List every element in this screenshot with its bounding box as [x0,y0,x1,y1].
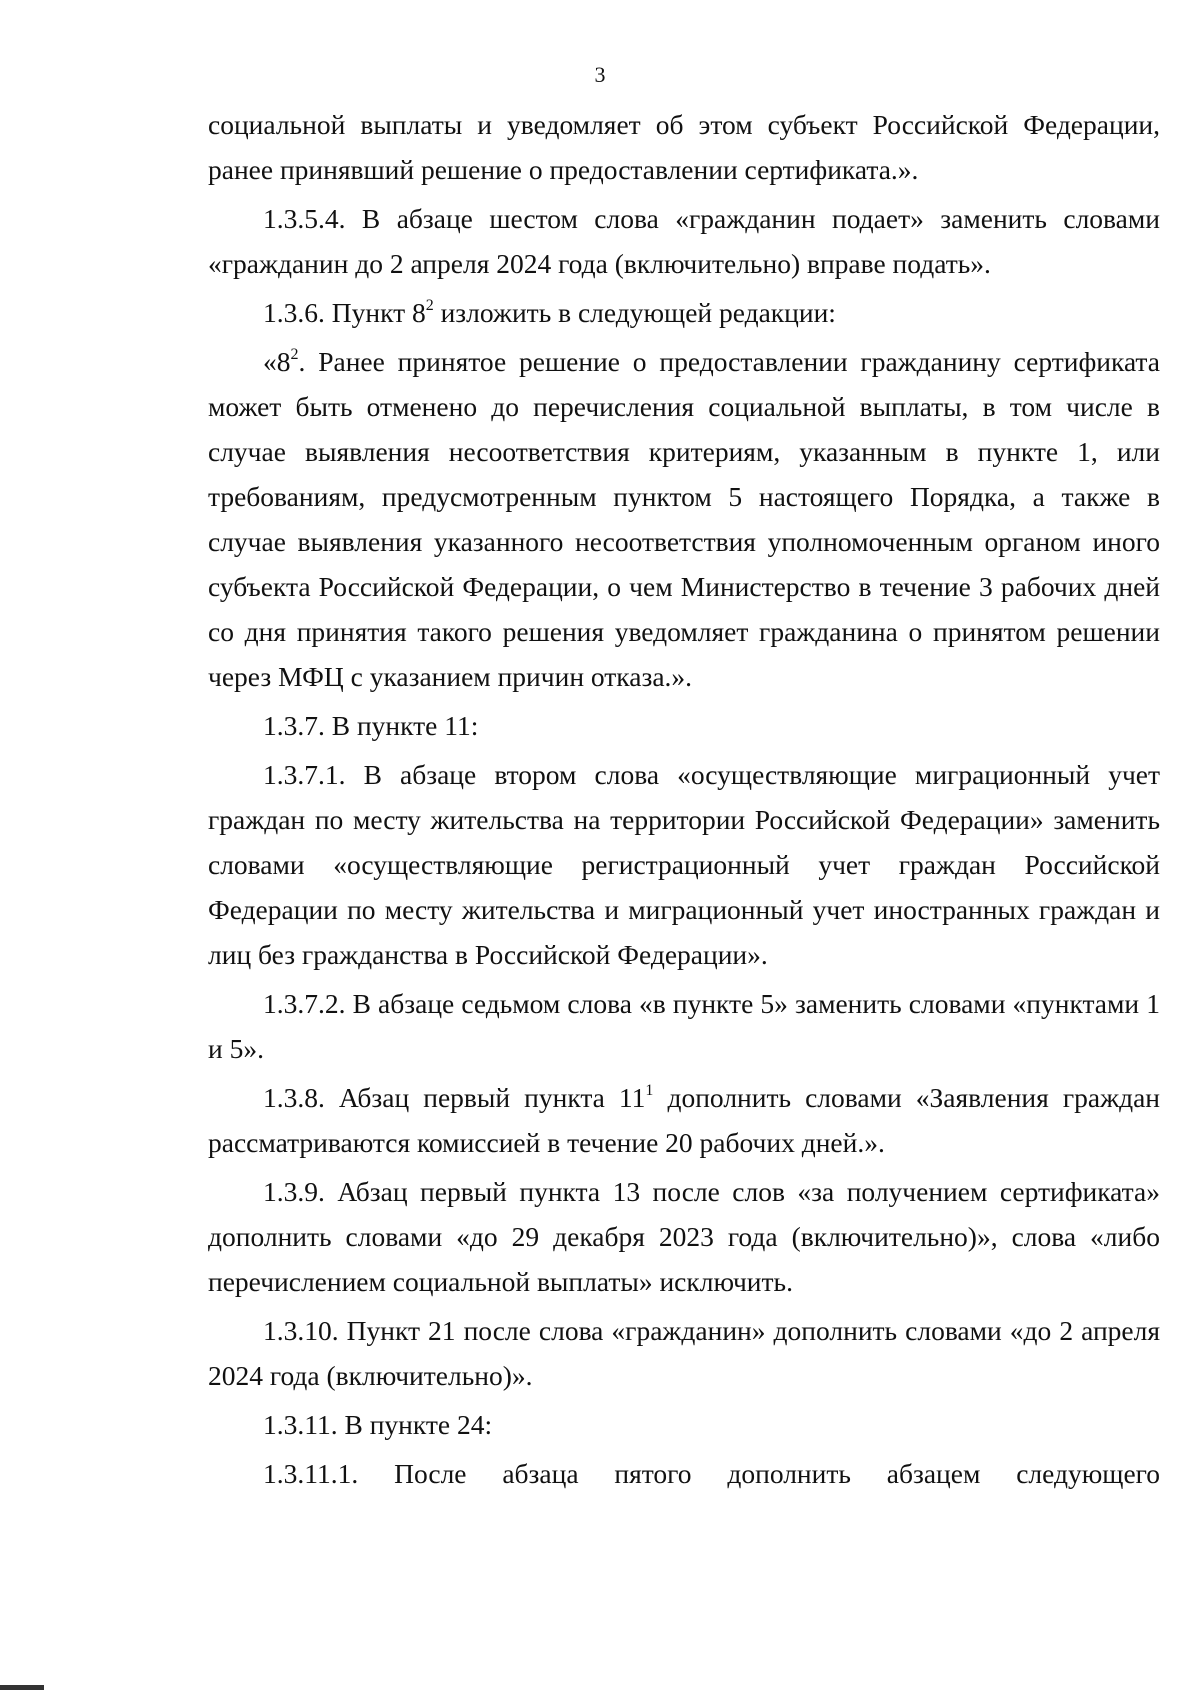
superscript: 2 [290,346,299,363]
paragraph-1-3-6 [208,290,1160,335]
paragraph-1-3-8-text-start: 1.3.8. Абзац первый пункта 11 [263,1082,646,1113]
paragraph-1-3-7-1: 1.3.7.1. В абзаце втором слова «осуществляющие миграционный учет граждан по месту жительства на территории Российской Федерации» заменить словами «осуществляющие регистрационный учет граждан Российской Федерации по месту жительства и миграционный учет иностранных граждан и лиц без гражданства в Российской Федерации». [208,759,1160,970]
superscript: 2 [425,297,434,314]
document-body [208,102,1160,1500]
page-number: 3 [594,62,606,87]
paragraph-1-3-8-text-end: дополнить словами «Заявления граждан рассматриваются комиссией в течение 20 рабочих дней.». [208,1082,1161,1158]
paragraph-1-3-7-2: 1.3.7.2. В абзаце седьмом слова «в пункте 5» заменить словами «пунктами 1 и 5». [208,988,1160,1064]
superscript: 1 [645,1082,654,1099]
paragraph-continuation: социальной выплаты и уведомляет об этом субъект Российской Федерации, ранее принявший решение о предоставлении сертификата.». [208,109,1160,185]
paragraph-1-3-11: 1.3.11. В пункте 24: [263,1409,493,1440]
paragraph-1-3-11-1: 1.3.11.1. После абзаца пятого дополнить абзацем следующего [263,1458,1160,1489]
paragraph-1-3-5-4: 1.3.5.4. В абзаце шестом слова «гражданин подает» заменить словами «гражданин до 2 апреля 2024 года (включительно) вправе подать». [208,203,1160,279]
quoted-8-2-text-end: . Ранее принятое решение о предоставлении гражданину сертификата может быть отменено до перечисления социальной выплаты, в том числе в случае выявления несоответствия критериям, указанным в пункте 1, или требованиям, предусмотренным пунктом 5 настоящего Порядка, а также в случае выявления указанного несоответствия уполномоченным органом иного субъекта Российской Федерации, о чем Министерство в течение 3 рабочих дней со дня принятия такого решения уведомляет гражданина о принятом решении через МФЦ с указанием причин отказа.». [208,346,1160,692]
paragraph-1-3-10: 1.3.10. Пункт 21 после слова «гражданин» дополнить словами «до 2 апреля 2024 года (включительно)». [208,1315,1160,1391]
quoted-8-2-text-start: «8 [263,346,291,377]
paragraph-quoted-8-2 [208,339,1160,699]
scan-edge-mark [0,1685,44,1690]
paragraph-1-3-6-text-start: 1.3.6. Пункт 8 [263,297,426,328]
paragraph-1-3-9: 1.3.9. Абзац первый пункта 13 после слов «за получением сертификата» дополнить словами «до 29 декабря 2023 года (включительно)», слова «либо перечислением социальной выплаты» исключить. [208,1176,1160,1297]
paragraph-1-3-8 [208,1075,1160,1165]
paragraph-1-3-6-text-end: изложить в следующей редакции: [433,297,836,328]
paragraph-1-3-7: 1.3.7. В пункте 11: [263,710,479,741]
